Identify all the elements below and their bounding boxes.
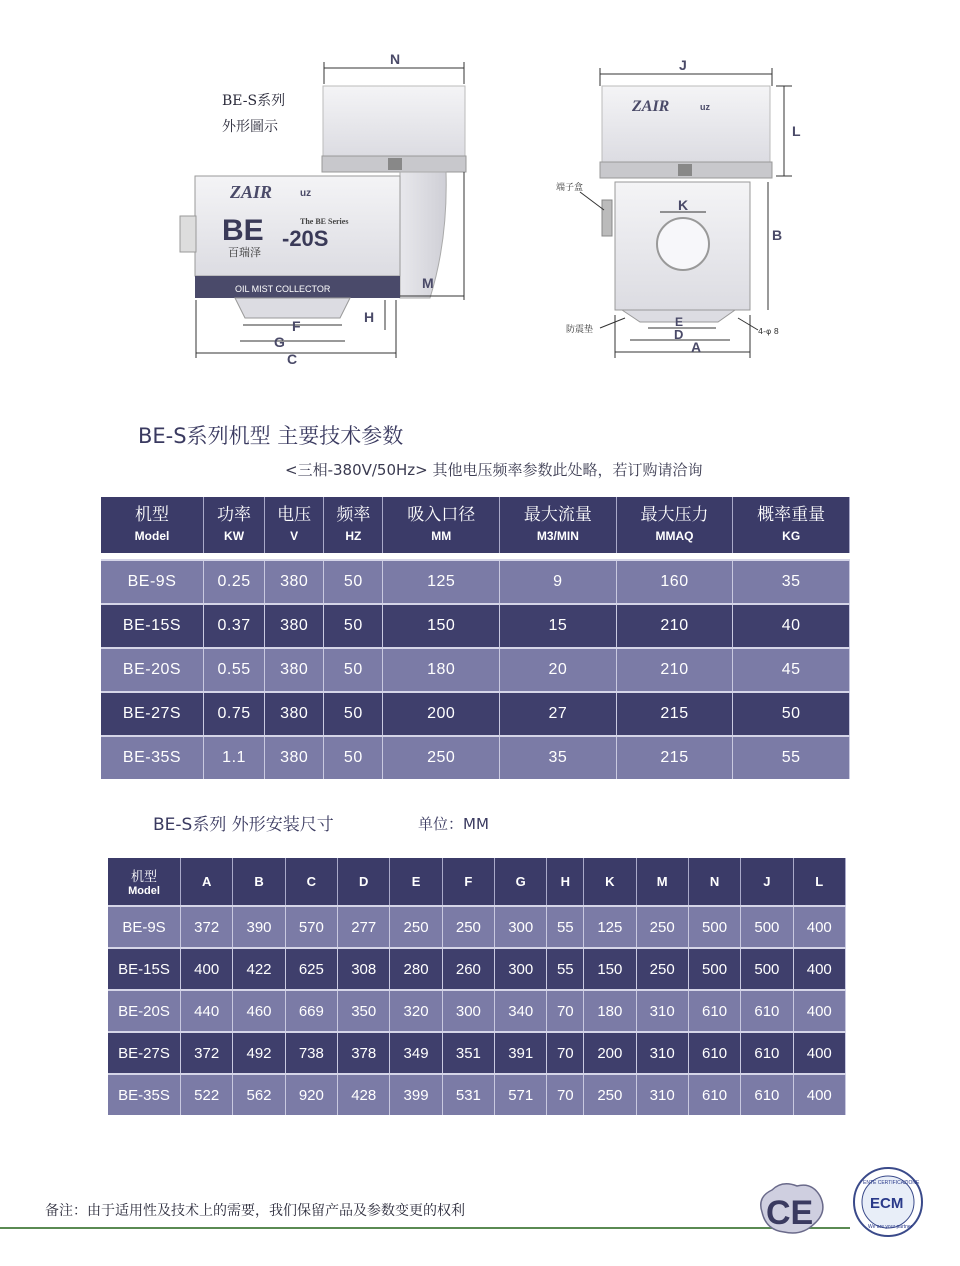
spec-cell: 27 [500, 692, 617, 736]
right-motor-box [602, 86, 770, 162]
spec-row [101, 736, 850, 779]
product-drawing [0, 0, 960, 400]
dims-cell: 150 [584, 948, 636, 990]
dims-cell: 610 [741, 990, 793, 1032]
spec-header-row [101, 497, 850, 553]
dims-unit: 单位：MM [418, 815, 489, 833]
svg-text:J: J [679, 57, 687, 73]
spec-cell: 200 [383, 692, 500, 736]
dims-row [108, 990, 846, 1032]
dims-title: BE-S系列 外形安装尺寸 [153, 815, 334, 835]
spec-cell: 0.75 [204, 692, 265, 736]
dims-table [108, 858, 846, 1115]
dims-cell: 492 [233, 1032, 285, 1074]
dims-cell: 349 [390, 1032, 442, 1074]
dims-cell: 400 [793, 906, 845, 948]
dims-cell: 70 [547, 1032, 584, 1074]
footer-note: 备注：由于适用性及技术上的需要，我们保留产品及参数变更的权利 [45, 1203, 465, 1219]
dims-cell: 570 [285, 906, 337, 948]
dims-row [108, 906, 846, 948]
dims-cell: 610 [688, 990, 740, 1032]
spec-cell: 380 [265, 604, 324, 648]
dims-cell: 500 [688, 906, 740, 948]
spec-cell: 50 [324, 604, 383, 648]
dims-cell: 70 [547, 990, 584, 1032]
spec-cell: 160 [616, 560, 733, 604]
dims-cell: 610 [688, 1032, 740, 1074]
dims-th-model: 机型 Model [108, 858, 181, 906]
dims-cell: 250 [584, 1074, 636, 1115]
dims-cell: 610 [741, 1032, 793, 1074]
dims-th-m: M [636, 858, 688, 906]
dims-row [108, 948, 846, 990]
dims-cell: 440 [181, 990, 233, 1032]
spec-cell: 125 [383, 560, 500, 604]
dims-cell: 340 [495, 990, 547, 1032]
ce-mark-icon [752, 1172, 832, 1244]
dims-cell: 391 [495, 1032, 547, 1074]
dims-cell: 399 [390, 1074, 442, 1115]
dims-cell: 180 [584, 990, 636, 1032]
dims-cell: 350 [338, 990, 390, 1032]
svg-text:uz: uz [300, 188, 312, 199]
svg-text:C: C [287, 351, 298, 367]
dims-cell: 320 [390, 990, 442, 1032]
svg-text:防震垫: 防震垫 [566, 325, 594, 335]
dims-cell: 250 [636, 906, 688, 948]
spec-cell: 380 [265, 648, 324, 692]
svg-text:端子盒: 端子盒 [556, 183, 584, 193]
dims-cell: 610 [688, 1074, 740, 1115]
spec-cell: BE-27S [101, 692, 204, 736]
dims-cell: 310 [636, 990, 688, 1032]
dims-th-h: H [547, 858, 584, 906]
dims-cell: BE-15S [108, 948, 181, 990]
dims-cell: 400 [793, 1074, 845, 1115]
dims-th-b: B [233, 858, 285, 906]
svg-text:L: L [792, 123, 801, 139]
dims-row [108, 1032, 846, 1074]
spec-row [101, 604, 850, 648]
dims-cell: 571 [495, 1074, 547, 1115]
spec-cell: 215 [616, 692, 733, 736]
spec-cell: 50 [324, 692, 383, 736]
spec-cell: 0.55 [204, 648, 265, 692]
svg-text:ECM: ECM [870, 1195, 904, 1212]
dims-cell: 400 [793, 990, 845, 1032]
svg-text:BE-S系列: BE-S系列 [222, 93, 286, 109]
dims-cell: BE-9S [108, 906, 181, 948]
dims-th-f: F [442, 858, 494, 906]
svg-text:uz: uz [700, 102, 710, 112]
spec-cell: 50 [324, 560, 383, 604]
spec-th-weight: 概率重量 KG [733, 497, 850, 553]
dims-cell: 200 [584, 1032, 636, 1074]
spec-cell: 15 [500, 604, 617, 648]
dims-cell: BE-35S [108, 1074, 181, 1115]
svg-text:H: H [364, 309, 375, 325]
dims-cell: 422 [233, 948, 285, 990]
spec-th-model: 机型 Model [101, 497, 204, 553]
spec-th-voltage: 电压 V [265, 497, 324, 553]
spec-cell: 380 [265, 560, 324, 604]
dims-cell: 400 [793, 948, 845, 990]
svg-text:D: D [674, 327, 684, 342]
dims-cell: 428 [338, 1074, 390, 1115]
dims-cell: 55 [547, 906, 584, 948]
spec-cell: 1.1 [204, 736, 265, 779]
svg-text:A: A [691, 339, 702, 355]
spec-cell: 35 [733, 560, 850, 604]
svg-text:百瑞泽: 百瑞泽 [228, 246, 261, 259]
dims-cell: 280 [390, 948, 442, 990]
spec-cell: 50 [324, 648, 383, 692]
spec-cell: 50 [324, 736, 383, 779]
svg-text:外形圖示: 外形圖示 [222, 119, 278, 135]
dims-cell: 372 [181, 906, 233, 948]
dims-cell: 310 [636, 1074, 688, 1115]
dims-cell: 562 [233, 1074, 285, 1115]
spec-cell: BE-35S [101, 736, 204, 779]
svg-text:OIL MIST COLLECTOR: OIL MIST COLLECTOR [235, 284, 331, 294]
dims-th-n: N [688, 858, 740, 906]
spec-title: BE-S系列机型 主要技术参数 [138, 424, 404, 448]
spec-cell: 55 [733, 736, 850, 779]
left-model-num: -20S [282, 226, 329, 251]
spec-cell: BE-15S [101, 604, 204, 648]
svg-text:F: F [292, 318, 301, 334]
dims-cell: 400 [181, 948, 233, 990]
dims-cell: 250 [636, 948, 688, 990]
spec-cell: BE-20S [101, 648, 204, 692]
spec-cell: 180 [383, 648, 500, 692]
dims-header-row [108, 858, 846, 906]
spec-row [101, 648, 850, 692]
dims-cell: 522 [181, 1074, 233, 1115]
dims-cell: 610 [741, 1074, 793, 1115]
svg-text:ENTE CERTIFICAZIONE: ENTE CERTIFICAZIONE [863, 1180, 920, 1186]
svg-text:The BE Series: The BE Series [300, 217, 349, 226]
footer-divider [0, 1227, 850, 1229]
spec-th-pressure: 最大压力 MMAQ [616, 497, 733, 553]
dims-cell: 669 [285, 990, 337, 1032]
dims-th-c: C [285, 858, 337, 906]
dims-cell: 300 [495, 906, 547, 948]
spec-th-frequency: 频率 HZ [324, 497, 383, 553]
spec-cell: 250 [383, 736, 500, 779]
dims-cell: 372 [181, 1032, 233, 1074]
spec-th-flow: 最大流量 M3/MIN [500, 497, 617, 553]
dims-row [108, 1074, 846, 1115]
dims-cell: 500 [688, 948, 740, 990]
svg-text:G: G [274, 334, 285, 350]
spec-th-power: 功率 KW [204, 497, 265, 553]
dims-cell: 400 [793, 1032, 845, 1074]
spec-cell: 35 [500, 736, 617, 779]
dims-cell: 351 [442, 1032, 494, 1074]
spec-cell: 0.25 [204, 560, 265, 604]
left-model-big: BE [222, 214, 264, 247]
spec-cell: 45 [733, 648, 850, 692]
dims-cell: 920 [285, 1074, 337, 1115]
dims-cell: BE-20S [108, 990, 181, 1032]
spec-cell: 215 [616, 736, 733, 779]
dims-cell: 460 [233, 990, 285, 1032]
spec-cell: 210 [616, 604, 733, 648]
dims-cell: 625 [285, 948, 337, 990]
dims-th-g: G [495, 858, 547, 906]
svg-text:N: N [390, 51, 401, 67]
dims-cell: 500 [741, 906, 793, 948]
svg-text:M: M [422, 275, 434, 291]
dims-cell: 500 [741, 948, 793, 990]
svg-text:E: E [675, 315, 684, 329]
dims-th-l: L [793, 858, 845, 906]
dims-cell: 300 [442, 990, 494, 1032]
dims-cell: 250 [442, 906, 494, 948]
ecm-seal-icon [852, 1166, 924, 1238]
dims-cell: 378 [338, 1032, 390, 1074]
dims-cell: 55 [547, 948, 584, 990]
dims-cell: 260 [442, 948, 494, 990]
dims-th-k: K [584, 858, 636, 906]
dims-cell: 390 [233, 906, 285, 948]
dims-th-a: A [181, 858, 233, 906]
dims-cell: 277 [338, 906, 390, 948]
spec-cell: 50 [733, 692, 850, 736]
svg-text:ZAIR: ZAIR [632, 98, 670, 115]
dims-th-j: J [741, 858, 793, 906]
spec-cell: 150 [383, 604, 500, 648]
dims-cell: BE-27S [108, 1032, 181, 1074]
dims-cell: 125 [584, 906, 636, 948]
dims-th-e: E [390, 858, 442, 906]
inlet-opening [657, 218, 709, 270]
svg-text:4-φ 8: 4-φ 8 [758, 327, 779, 336]
spec-row [101, 560, 850, 604]
spec-cell: 210 [616, 648, 733, 692]
spec-subtitle: <三相-380V/50Hz> 其他电压频率参数此处略，若订购请洽询 [285, 461, 703, 479]
svg-text:B: B [772, 227, 783, 243]
dims-cell: 308 [338, 948, 390, 990]
left-brand-text: ZAIR [230, 182, 273, 202]
spec-cell: 380 [265, 736, 324, 779]
spec-cell: 380 [265, 692, 324, 736]
dims-cell: 531 [442, 1074, 494, 1115]
dims-cell: 70 [547, 1074, 584, 1115]
spec-body [101, 553, 850, 779]
spec-th-inlet: 吸入口径 MM [383, 497, 500, 553]
dims-cell: 250 [390, 906, 442, 948]
spec-cell: 40 [733, 604, 850, 648]
spec-cell: 0.37 [204, 604, 265, 648]
dims-cell: 300 [495, 948, 547, 990]
spec-cell: BE-9S [101, 560, 204, 604]
dims-th-d: D [338, 858, 390, 906]
svg-text:K: K [678, 197, 689, 213]
left-motor-box [323, 86, 465, 156]
dims-cell: 738 [285, 1032, 337, 1074]
spec-cell: 9 [500, 560, 617, 604]
dims-body [108, 906, 846, 1115]
spec-table [101, 497, 850, 779]
svg-text:CE: CE [766, 1194, 814, 1232]
dims-cell: 310 [636, 1032, 688, 1074]
svg-text:We are your partner: We are your partner [868, 1224, 913, 1230]
spec-cell: 20 [500, 648, 617, 692]
spec-row [101, 692, 850, 736]
